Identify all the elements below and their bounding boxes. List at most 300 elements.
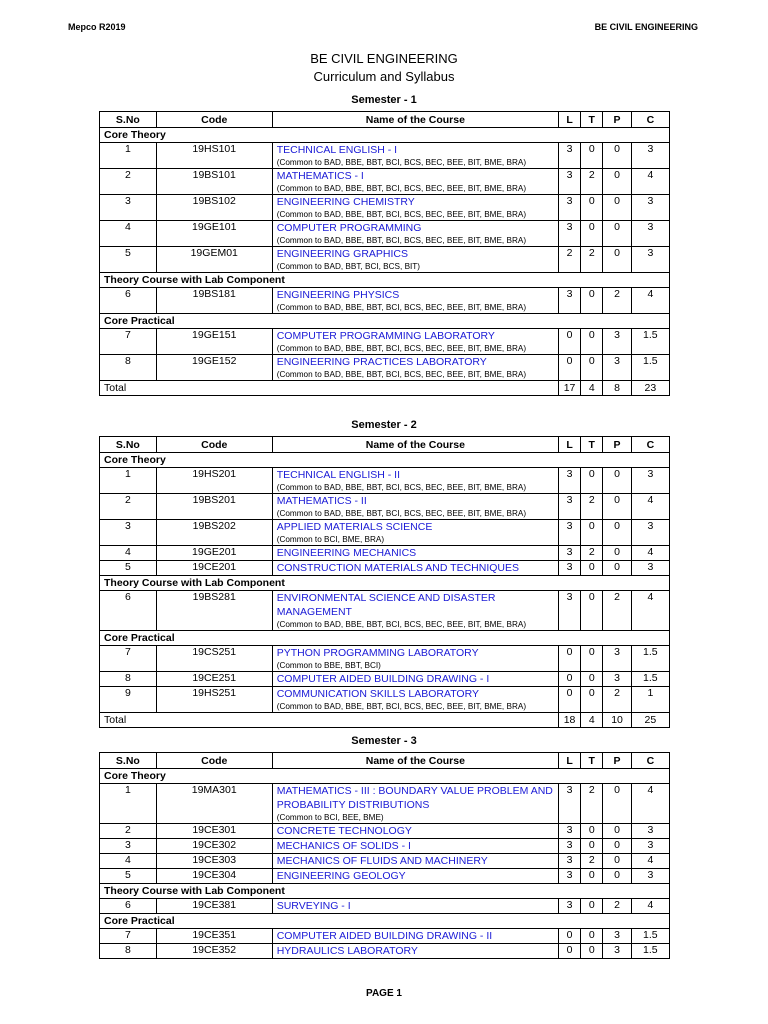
column-header-name: Name of the Course: [272, 437, 558, 453]
category-label: Theory Course with Lab Component: [100, 273, 670, 288]
serial-number: 5: [100, 561, 157, 576]
course-name: ENGINEERING GEOLOGY: [276, 870, 406, 882]
credit-l: 3: [558, 195, 580, 221]
column-header-sno: S.No: [100, 437, 157, 453]
credit-l: 3: [558, 824, 580, 839]
common-note: (Common to BCI, BEE, BME): [276, 813, 384, 822]
column-header-l: L: [558, 112, 580, 128]
credit-p: 3: [603, 672, 631, 687]
table-row: [100, 784, 670, 824]
credit-t: 0: [581, 839, 603, 854]
credit-t: 0: [581, 195, 603, 221]
course-name: TECHNICAL ENGLISH - I: [276, 144, 398, 156]
credit-c: 3: [631, 520, 669, 546]
credit-l: 3: [558, 899, 580, 914]
credit-p: 0: [603, 169, 631, 195]
table-row: [100, 854, 670, 869]
semester-2-title: Semester - 2: [351, 419, 417, 431]
column-header-sno: S.No: [100, 753, 157, 769]
semester-2-table: [99, 436, 670, 728]
course-name-cell: [272, 899, 558, 914]
credit-c: 3: [631, 869, 669, 884]
serial-number: 7: [100, 929, 157, 944]
total-label: Total: [100, 381, 559, 396]
course-name-cell: [272, 869, 558, 884]
credit-p: 0: [603, 221, 631, 247]
course-name-cell: [272, 195, 558, 221]
table-row: [100, 687, 670, 713]
serial-number: 9: [100, 687, 157, 713]
course-code: 19CE301: [156, 824, 272, 839]
serial-number: 1: [100, 784, 157, 824]
credit-t: 0: [581, 329, 603, 355]
serial-number: 4: [100, 854, 157, 869]
course-code: 19GE201: [156, 546, 272, 561]
column-header-c: C: [631, 753, 669, 769]
credit-t: 0: [581, 520, 603, 546]
credit-t: 0: [581, 672, 603, 687]
credit-t: 0: [581, 869, 603, 884]
course-code: 19HS101: [156, 143, 272, 169]
course-name-cell: [272, 944, 558, 959]
table-row: [100, 672, 670, 687]
credit-l: 0: [558, 672, 580, 687]
credit-c: 4: [631, 899, 669, 914]
table-row: [100, 520, 670, 546]
total-l: 17: [558, 381, 580, 396]
course-name-cell: [272, 221, 558, 247]
serial-number: 5: [100, 247, 157, 273]
course-name: COMMUNICATION SKILLS LABORATORY: [276, 688, 479, 700]
credit-l: 3: [558, 546, 580, 561]
credit-p: 0: [603, 247, 631, 273]
course-code: 19GE151: [156, 329, 272, 355]
common-note: (Common to BAD, BBE, BBT, BCI, BCS, BEC, BEE, BIT, BME, BRA): [276, 620, 527, 629]
credit-c: 4: [631, 494, 669, 520]
serial-number: 6: [100, 899, 157, 914]
common-note: (Common to BAD, BBE, BBT, BCI, BCS, BEC, BEE, BIT, BME, BRA): [276, 236, 527, 245]
table-row: [100, 839, 670, 854]
table-row: [100, 561, 670, 576]
course-name-cell: [272, 468, 558, 494]
credit-p: 3: [603, 929, 631, 944]
table-row: [100, 468, 670, 494]
credit-t: 0: [581, 355, 603, 381]
course-name: MECHANICS OF SOLIDS - I: [276, 840, 411, 852]
serial-number: 1: [100, 468, 157, 494]
column-header-p: P: [603, 753, 631, 769]
course-code: 19BS281: [156, 591, 272, 631]
credit-c: 3: [631, 468, 669, 494]
credit-t: 0: [581, 143, 603, 169]
column-header-sno: S.No: [100, 112, 157, 128]
category-row: [100, 576, 670, 591]
course-name-cell: [272, 672, 558, 687]
credit-c: 3: [631, 839, 669, 854]
credit-c: 3: [631, 561, 669, 576]
category-row: [100, 128, 670, 143]
category-row: [100, 453, 670, 468]
credit-t: 0: [581, 899, 603, 914]
credit-c: 1.5: [631, 944, 669, 959]
common-note: (Common to BAD, BBE, BBT, BCI, BCS, BEC, BEE, BIT, BME, BRA): [276, 184, 527, 193]
header-right: BE CIVIL ENGINEERING: [594, 22, 698, 32]
course-code: 19CS251: [156, 646, 272, 672]
course-name-cell: [272, 929, 558, 944]
credit-c: 3: [631, 143, 669, 169]
credit-l: 3: [558, 854, 580, 869]
credit-c: 1.5: [631, 355, 669, 381]
credit-l: 0: [558, 944, 580, 959]
credit-t: 2: [581, 546, 603, 561]
course-code: 19MA301: [156, 784, 272, 824]
course-code: 19BS101: [156, 169, 272, 195]
credit-c: 1.5: [631, 672, 669, 687]
course-name-cell: [272, 824, 558, 839]
credit-c: 4: [631, 854, 669, 869]
course-name: ENGINEERING PHYSICS: [276, 289, 400, 301]
total-l: 18: [558, 713, 580, 728]
serial-number: 4: [100, 546, 157, 561]
credit-c: 3: [631, 195, 669, 221]
total-label: Total: [100, 713, 559, 728]
semester-3-title: Semester - 3: [351, 735, 417, 747]
credit-p: 0: [603, 143, 631, 169]
credit-l: 3: [558, 561, 580, 576]
table-row: [100, 869, 670, 884]
table-row: [100, 169, 670, 195]
course-name: TECHNICAL ENGLISH - II: [276, 469, 401, 481]
category-row: [100, 769, 670, 784]
table-header-row: [100, 753, 670, 769]
serial-number: 5: [100, 869, 157, 884]
course-name-cell: [272, 329, 558, 355]
credit-t: 0: [581, 929, 603, 944]
credit-p: 0: [603, 468, 631, 494]
serial-number: 4: [100, 221, 157, 247]
column-header-t: T: [581, 437, 603, 453]
credit-p: 0: [603, 520, 631, 546]
credit-c: 3: [631, 824, 669, 839]
table-row: [100, 591, 670, 631]
course-name-cell: [272, 355, 558, 381]
table-row: [100, 929, 670, 944]
table-row: [100, 646, 670, 672]
credit-p: 0: [603, 869, 631, 884]
credit-p: 3: [603, 329, 631, 355]
credit-l: 3: [558, 468, 580, 494]
course-code: 19CE303: [156, 854, 272, 869]
common-note: (Common to BAD, BBT, BCI, BCS, BIT): [276, 262, 421, 271]
table-row: [100, 195, 670, 221]
common-note: (Common to BBE, BBT, BCI): [276, 661, 381, 670]
course-name: ENGINEERING CHEMISTRY: [276, 196, 415, 208]
credit-c: 1.5: [631, 329, 669, 355]
category-row: [100, 914, 670, 929]
credit-t: 2: [581, 169, 603, 195]
table-row: [100, 143, 670, 169]
course-code: 19HS201: [156, 468, 272, 494]
serial-number: 3: [100, 839, 157, 854]
course-code: 19BS102: [156, 195, 272, 221]
credit-p: 0: [603, 784, 631, 824]
course-code: 19CE304: [156, 869, 272, 884]
course-code: 19CE302: [156, 839, 272, 854]
course-name-cell: [272, 561, 558, 576]
course-name-cell: [272, 646, 558, 672]
course-name-cell: [272, 687, 558, 713]
course-name: CONCRETE TECHNOLOGY: [276, 825, 412, 837]
course-code: 19GE101: [156, 221, 272, 247]
table-header-row: [100, 437, 670, 453]
total-row: [100, 381, 670, 396]
credit-l: 0: [558, 687, 580, 713]
document-title: [0, 50, 768, 86]
course-code: 19CE351: [156, 929, 272, 944]
credit-p: 2: [603, 899, 631, 914]
credit-p: 0: [603, 839, 631, 854]
category-label: Theory Course with Lab Component: [100, 576, 670, 591]
credit-l: 0: [558, 646, 580, 672]
credit-c: 4: [631, 546, 669, 561]
course-name-cell: [272, 591, 558, 631]
course-name-cell: [272, 546, 558, 561]
category-label: Core Practical: [100, 914, 670, 929]
course-code: 19GE152: [156, 355, 272, 381]
column-header-t: T: [581, 112, 603, 128]
credit-t: 0: [581, 824, 603, 839]
credit-t: 2: [581, 494, 603, 520]
program-subtitle: Curriculum and Syllabus: [313, 69, 455, 84]
course-name: MECHANICS OF FLUIDS AND MACHINERY: [276, 855, 488, 867]
serial-number: 6: [100, 288, 157, 314]
total-t: 4: [581, 381, 603, 396]
column-header-p: P: [603, 437, 631, 453]
total-p: 10: [603, 713, 631, 728]
column-header-c: C: [631, 112, 669, 128]
credit-t: 0: [581, 468, 603, 494]
category-label: Core Theory: [100, 453, 670, 468]
credit-c: 1: [631, 687, 669, 713]
serial-number: 3: [100, 195, 157, 221]
serial-number: 8: [100, 672, 157, 687]
credit-t: 0: [581, 221, 603, 247]
category-label: Core Practical: [100, 314, 670, 329]
course-name-cell: [272, 247, 558, 273]
credit-c: 3: [631, 221, 669, 247]
credit-l: 0: [558, 355, 580, 381]
category-label: Core Theory: [100, 769, 670, 784]
course-name: COMPUTER AIDED BUILDING DRAWING - I: [276, 673, 490, 685]
common-note: (Common to BAD, BBE, BBT, BCI, BCS, BEC, BEE, BIT, BME, BRA): [276, 303, 527, 312]
credit-p: 2: [603, 687, 631, 713]
course-name: ENGINEERING GRAPHICS: [276, 248, 408, 260]
course-code: 19CE251: [156, 672, 272, 687]
credit-t: 0: [581, 591, 603, 631]
column-header-l: L: [558, 437, 580, 453]
credit-l: 0: [558, 329, 580, 355]
header-left: Mepco R2019: [68, 22, 126, 32]
credit-t: 0: [581, 687, 603, 713]
credit-p: 3: [603, 646, 631, 672]
course-name: MATHEMATICS - III : BOUNDARY VALUE PROBLEM AND PROBABILITY DISTRIBUTIONS: [276, 785, 553, 811]
credit-l: 3: [558, 520, 580, 546]
credit-l: 3: [558, 169, 580, 195]
credit-p: 0: [603, 854, 631, 869]
credit-l: 3: [558, 221, 580, 247]
category-row: [100, 884, 670, 899]
program-title: BE CIVIL ENGINEERING: [310, 51, 458, 66]
credit-t: 0: [581, 646, 603, 672]
common-note: (Common to BAD, BBE, BBT, BCI, BCS, BEC, BEE, BIT, BME, BRA): [276, 158, 527, 167]
credit-t: 0: [581, 288, 603, 314]
total-p: 8: [603, 381, 631, 396]
credit-t: 0: [581, 944, 603, 959]
course-code: 19CE381: [156, 899, 272, 914]
table-header-row: [100, 112, 670, 128]
course-code: 19GEM01: [156, 247, 272, 273]
common-note: (Common to BAD, BBE, BBT, BCI, BCS, BEC, BEE, BIT, BME, BRA): [276, 210, 527, 219]
course-name-cell: [272, 169, 558, 195]
credit-t: 2: [581, 784, 603, 824]
table-row: [100, 288, 670, 314]
course-name: ENGINEERING MECHANICS: [276, 547, 417, 559]
credit-l: 3: [558, 494, 580, 520]
serial-number: 8: [100, 944, 157, 959]
table-row: [100, 494, 670, 520]
credit-p: 3: [603, 355, 631, 381]
credit-l: 3: [558, 591, 580, 631]
column-header-l: L: [558, 753, 580, 769]
credit-l: 3: [558, 784, 580, 824]
serial-number: 1: [100, 143, 157, 169]
course-name: COMPUTER AIDED BUILDING DRAWING - II: [276, 930, 493, 942]
column-header-p: P: [603, 112, 631, 128]
credit-t: 2: [581, 247, 603, 273]
column-header-code: Code: [156, 753, 272, 769]
course-name: SURVEYING - I: [276, 900, 351, 912]
serial-number: 2: [100, 824, 157, 839]
column-header-t: T: [581, 753, 603, 769]
table-row: [100, 247, 670, 273]
serial-number: 3: [100, 520, 157, 546]
course-name-cell: [272, 143, 558, 169]
credit-l: 3: [558, 839, 580, 854]
column-header-code: Code: [156, 112, 272, 128]
credit-l: 2: [558, 247, 580, 273]
common-note: (Common to BAD, BBE, BBT, BCI, BCS, BEC, BEE, BIT, BME, BRA): [276, 702, 527, 711]
course-name: CONSTRUCTION MATERIALS AND TECHNIQUES: [276, 562, 520, 574]
category-label: Core Theory: [100, 128, 670, 143]
credit-p: 0: [603, 494, 631, 520]
course-name: MATHEMATICS - I: [276, 170, 364, 182]
course-code: 19CE352: [156, 944, 272, 959]
semester-3-table: [99, 752, 670, 959]
credit-p: 0: [603, 561, 631, 576]
course-name: HYDRAULICS LABORATORY: [276, 945, 418, 957]
credit-t: 0: [581, 561, 603, 576]
course-name-cell: [272, 784, 558, 824]
credit-p: 0: [603, 546, 631, 561]
course-name-cell: [272, 288, 558, 314]
credit-l: 3: [558, 869, 580, 884]
table-row: [100, 329, 670, 355]
course-name-cell: [272, 520, 558, 546]
credit-p: 2: [603, 288, 631, 314]
total-row: [100, 713, 670, 728]
credit-p: 2: [603, 591, 631, 631]
credit-p: 0: [603, 195, 631, 221]
table-row: [100, 355, 670, 381]
credit-c: 4: [631, 169, 669, 195]
table-row: [100, 546, 670, 561]
table-row: [100, 899, 670, 914]
course-name: ENGINEERING PRACTICES LABORATORY: [276, 356, 487, 368]
table-row: [100, 944, 670, 959]
common-note: (Common to BAD, BBE, BBT, BCI, BCS, BEC, BEE, BIT, BME, BRA): [276, 483, 527, 492]
course-name: PYTHON PROGRAMMING LABORATORY: [276, 647, 479, 659]
course-code: 19CE201: [156, 561, 272, 576]
serial-number: 7: [100, 329, 157, 355]
page-number: PAGE 1: [366, 988, 402, 999]
column-header-name: Name of the Course: [272, 753, 558, 769]
credit-l: 3: [558, 143, 580, 169]
credit-c: 1.5: [631, 929, 669, 944]
credit-p: 3: [603, 944, 631, 959]
course-name-cell: [272, 494, 558, 520]
serial-number: 2: [100, 494, 157, 520]
total-t: 4: [581, 713, 603, 728]
course-name: ENVIRONMENTAL SCIENCE AND DISASTER MANAGEMENT: [276, 592, 496, 618]
total-c: 25: [631, 713, 669, 728]
serial-number: 6: [100, 591, 157, 631]
category-label: Core Practical: [100, 631, 670, 646]
category-label: Theory Course with Lab Component: [100, 884, 670, 899]
credit-l: 3: [558, 288, 580, 314]
common-note: (Common to BAD, BBE, BBT, BCI, BCS, BEC, BEE, BIT, BME, BRA): [276, 344, 527, 353]
column-header-name: Name of the Course: [272, 112, 558, 128]
course-name: MATHEMATICS - II: [276, 495, 367, 507]
credit-l: 0: [558, 929, 580, 944]
common-note: (Common to BAD, BBE, BBT, BCI, BCS, BEC, BEE, BIT, BME, BRA): [276, 509, 527, 518]
category-row: [100, 273, 670, 288]
serial-number: 2: [100, 169, 157, 195]
semester-1-table: [99, 111, 670, 396]
category-row: [100, 314, 670, 329]
serial-number: 8: [100, 355, 157, 381]
table-row: [100, 221, 670, 247]
course-name: APPLIED MATERIALS SCIENCE: [276, 521, 433, 533]
course-name-cell: [272, 839, 558, 854]
credit-c: 4: [631, 591, 669, 631]
course-name: COMPUTER PROGRAMMING LABORATORY: [276, 330, 495, 342]
serial-number: 7: [100, 646, 157, 672]
credit-c: 4: [631, 288, 669, 314]
course-code: 19HS251: [156, 687, 272, 713]
course-name: COMPUTER PROGRAMMING: [276, 222, 422, 234]
credit-t: 2: [581, 854, 603, 869]
semester-1-title: Semester - 1: [351, 94, 417, 106]
credit-c: 3: [631, 247, 669, 273]
category-row: [100, 631, 670, 646]
table-row: [100, 824, 670, 839]
course-code: 19BS181: [156, 288, 272, 314]
course-code: 19BS202: [156, 520, 272, 546]
credit-c: 1.5: [631, 646, 669, 672]
column-header-c: C: [631, 437, 669, 453]
total-c: 23: [631, 381, 669, 396]
course-code: 19BS201: [156, 494, 272, 520]
